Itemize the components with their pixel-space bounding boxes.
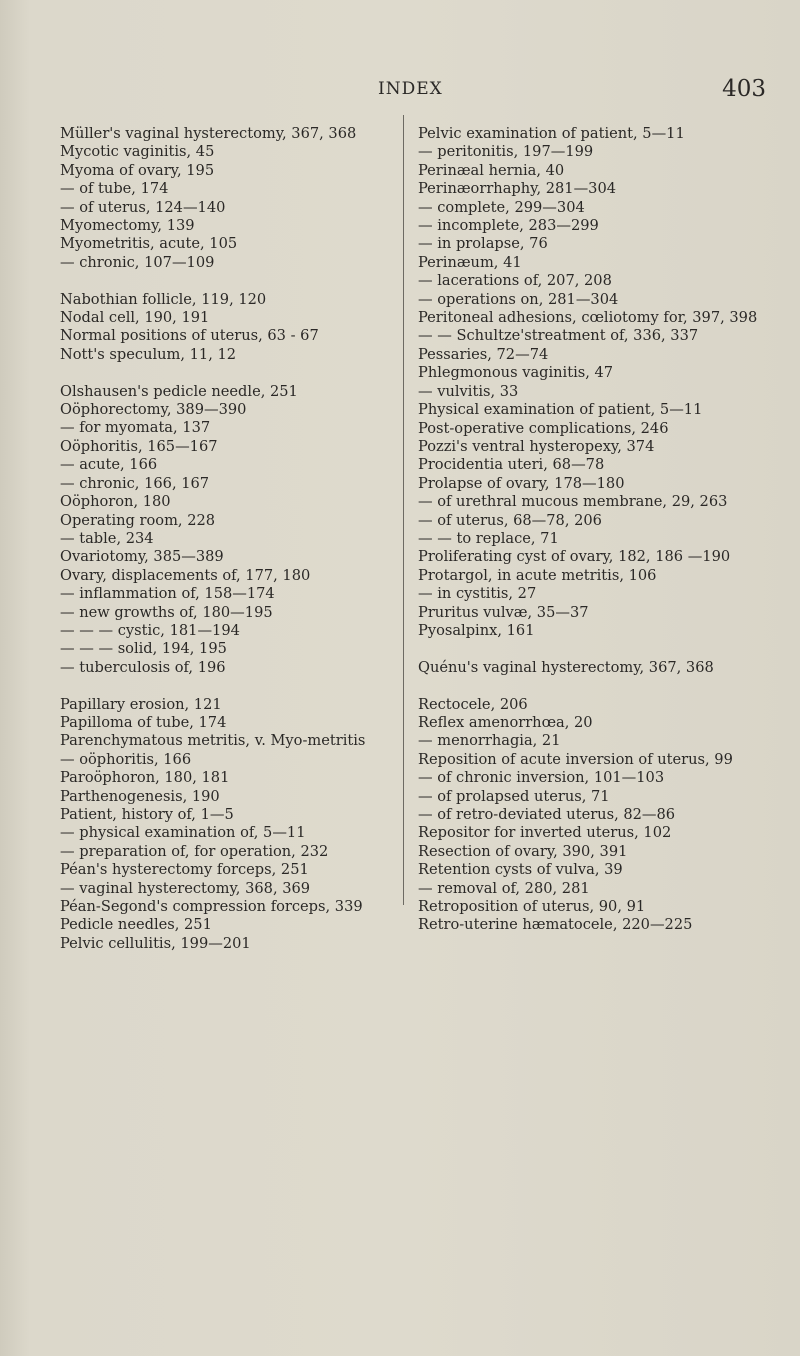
index-entry: — removal of, 280, 281 bbox=[418, 879, 590, 897]
index-entry: — vulvitis, 33 bbox=[418, 382, 519, 400]
index-entry: — chronic, 166, 167 bbox=[60, 474, 210, 492]
index-entry: Phlegmonous vaginitis, 47 bbox=[418, 364, 614, 382]
index-entry: Normal positions of uterus, 63 - 67 bbox=[60, 327, 319, 345]
index-entry: Ovary, displacements of, 177, 180 bbox=[60, 566, 311, 584]
index-entry: Pelvic examination of patient, 5—11 bbox=[418, 125, 685, 142]
index-entry: Nabothian follicle, 119, 120 bbox=[60, 290, 267, 308]
index-entry: Parenchymatous metritis, v. Myo-metritis bbox=[60, 732, 366, 750]
index-entry: Nodal cell, 190, 191 bbox=[60, 309, 210, 327]
index-entry: Pyosalpinx, 161 bbox=[418, 621, 535, 639]
index-entry: Oöphoron, 180 bbox=[60, 493, 171, 511]
index-entry: Oöphoritis, 165—167 bbox=[60, 437, 218, 455]
index-entry: — of chronic inversion, 101—103 bbox=[418, 769, 665, 787]
index-entry: — — Schultze'streatment of, 336, 337 bbox=[418, 327, 699, 345]
index-entry: Retro-uterine hæmatocele, 220—225 bbox=[418, 916, 693, 934]
index-entry: — inflammation of, 158—174 bbox=[60, 585, 275, 603]
index-entry: Ovariotomy, 385—389 bbox=[60, 548, 224, 566]
index-entry: Repositor for inverted uterus, 102 bbox=[418, 824, 672, 842]
index-entry: Péan's hysterectomy forceps, 251 bbox=[60, 861, 309, 879]
index-entry: Papilloma of tube, 174 bbox=[60, 713, 227, 731]
index-entry: Prolapse of ovary, 178—180 bbox=[418, 474, 625, 492]
index-entry: Reflex amenorrhœa, 20 bbox=[418, 713, 593, 731]
index-entry: — tuberculosis of, 196 bbox=[60, 658, 226, 676]
index-entry: — — to replace, 71 bbox=[418, 529, 559, 547]
index-entry: Pessaries, 72—74 bbox=[418, 345, 549, 363]
index-entry: Perinæorrhaphy, 281—304 bbox=[418, 180, 617, 198]
index-entry: Resection of ovary, 390, 391 bbox=[418, 842, 628, 860]
index-entry: — of prolapsed uterus, 71 bbox=[418, 787, 610, 805]
index-entry: — — — solid, 194, 195 bbox=[60, 640, 227, 658]
index-entry: Pruritus vulvæ, 35—37 bbox=[418, 603, 589, 621]
index-entry: Protargol, in acute metritis, 106 bbox=[418, 566, 657, 584]
index-entry: — menorrhagia, 21 bbox=[418, 732, 561, 750]
index-entry: Retroposition of uterus, 90, 91 bbox=[418, 898, 646, 916]
index-entry: Pelvic cellulitis, 199—201 bbox=[60, 934, 251, 952]
index-entry: Parthenogenesis, 190 bbox=[60, 787, 220, 805]
page-header bbox=[0, 76, 800, 109]
letter-section-gap bbox=[60, 364, 426, 382]
index-entry: Perinæum, 41 bbox=[418, 253, 522, 271]
index-entry: Physical examination of patient, 5—11 bbox=[418, 401, 703, 419]
index-entry: — physical examination of, 5—11 bbox=[60, 824, 306, 842]
index-entry: Proliferating cyst of ovary, 182, 186 —190 bbox=[418, 548, 731, 566]
index-entry: Pedicle needles, 251 bbox=[60, 916, 212, 934]
page-number: 403 bbox=[722, 76, 766, 102]
index-entry: — of retro-deviated uterus, 82—86 bbox=[418, 806, 676, 823]
right-index-column bbox=[418, 125, 792, 935]
left-index-column bbox=[60, 125, 426, 953]
column-divider bbox=[403, 115, 404, 905]
index-entry: — in prolapse, 76 bbox=[418, 235, 548, 253]
index-entry: Myometritis, acute, 105 bbox=[60, 235, 238, 253]
index-entry: Retention cysts of vulva, 39 bbox=[418, 861, 623, 879]
index-entry: Reposition of acute inversion of uterus, 99 bbox=[418, 750, 733, 768]
index-entry: — chronic, 107—109 bbox=[60, 253, 215, 271]
index-entry: Olshausen's pedicle needle, 251 bbox=[60, 382, 298, 400]
index-entry: Myoma of ovary, 195 bbox=[60, 161, 215, 179]
index-entry: — new growths of, 180—195 bbox=[60, 603, 273, 621]
index-entry: — acute, 166 bbox=[60, 456, 158, 474]
index-entry: — complete, 299—304 bbox=[418, 198, 585, 216]
index-entry: — of tube, 174 bbox=[60, 180, 169, 198]
letter-section-gap bbox=[418, 640, 792, 658]
index-entry: — in cystitis, 27 bbox=[418, 585, 537, 603]
index-entry: — of uterus, 124—140 bbox=[60, 198, 226, 216]
letter-section-gap bbox=[60, 272, 426, 290]
index-entry: — oöphoritis, 166 bbox=[60, 750, 192, 768]
index-entry: Perinæal hernia, 40 bbox=[418, 161, 565, 179]
letter-section-gap bbox=[60, 677, 426, 695]
index-entry: — of urethral mucous membrane, 29, 263 bbox=[418, 493, 728, 511]
index-entry: Patient, history of, 1—5 bbox=[60, 805, 234, 823]
index-entry: Péan-Segond's compression forceps, 339 bbox=[60, 898, 363, 916]
index-entry: — operations on, 281—304 bbox=[418, 290, 619, 308]
index-entry: — incomplete, 283—299 bbox=[418, 217, 599, 235]
index-entry: Nott's speculum, 11, 12 bbox=[60, 345, 237, 363]
index-entry: Mycotic vaginitis, 45 bbox=[60, 143, 215, 161]
index-entry: Procidentia uteri, 68—78 bbox=[418, 456, 605, 474]
index-entry: Post-operative complications, 246 bbox=[418, 419, 669, 437]
index-entry: Myomectomy, 139 bbox=[60, 217, 195, 235]
running-head-title: INDEX bbox=[378, 79, 443, 99]
index-entry: Peritoneal adhesions, cœliotomy for, 397, 398 bbox=[418, 309, 758, 327]
index-entry: — of uterus, 68—78, 206 bbox=[418, 511, 602, 529]
index-entry: — lacerations of, 207, 208 bbox=[418, 272, 612, 290]
index-entry: Operating room, 228 bbox=[60, 511, 216, 529]
index-entry: — for myomata, 137 bbox=[60, 419, 211, 437]
index-entry: — peritonitis, 197—199 bbox=[418, 143, 594, 161]
index-entry: Oöphorectomy, 389—390 bbox=[60, 401, 247, 419]
index-entry: — vaginal hysterectomy, 368, 369 bbox=[60, 879, 311, 897]
index-entry: Quénu's vaginal hysterectomy, 367, 368 bbox=[418, 658, 714, 676]
index-entry: Müller's vaginal hysterectomy, 367, 368 bbox=[60, 125, 357, 142]
index-entry: Rectocele, 206 bbox=[418, 695, 528, 713]
index-entry: — — — cystic, 181—194 bbox=[60, 621, 240, 639]
index-entry: Paroöphoron, 180, 181 bbox=[60, 769, 230, 787]
index-entry: — preparation of, for operation, 232 bbox=[60, 842, 329, 860]
index-entry: Papillary erosion, 121 bbox=[60, 695, 222, 713]
index-entry: — table, 234 bbox=[60, 529, 154, 547]
index-entry: Pozzi's ventral hysteropexy, 374 bbox=[418, 437, 655, 455]
letter-section-gap bbox=[418, 677, 792, 695]
